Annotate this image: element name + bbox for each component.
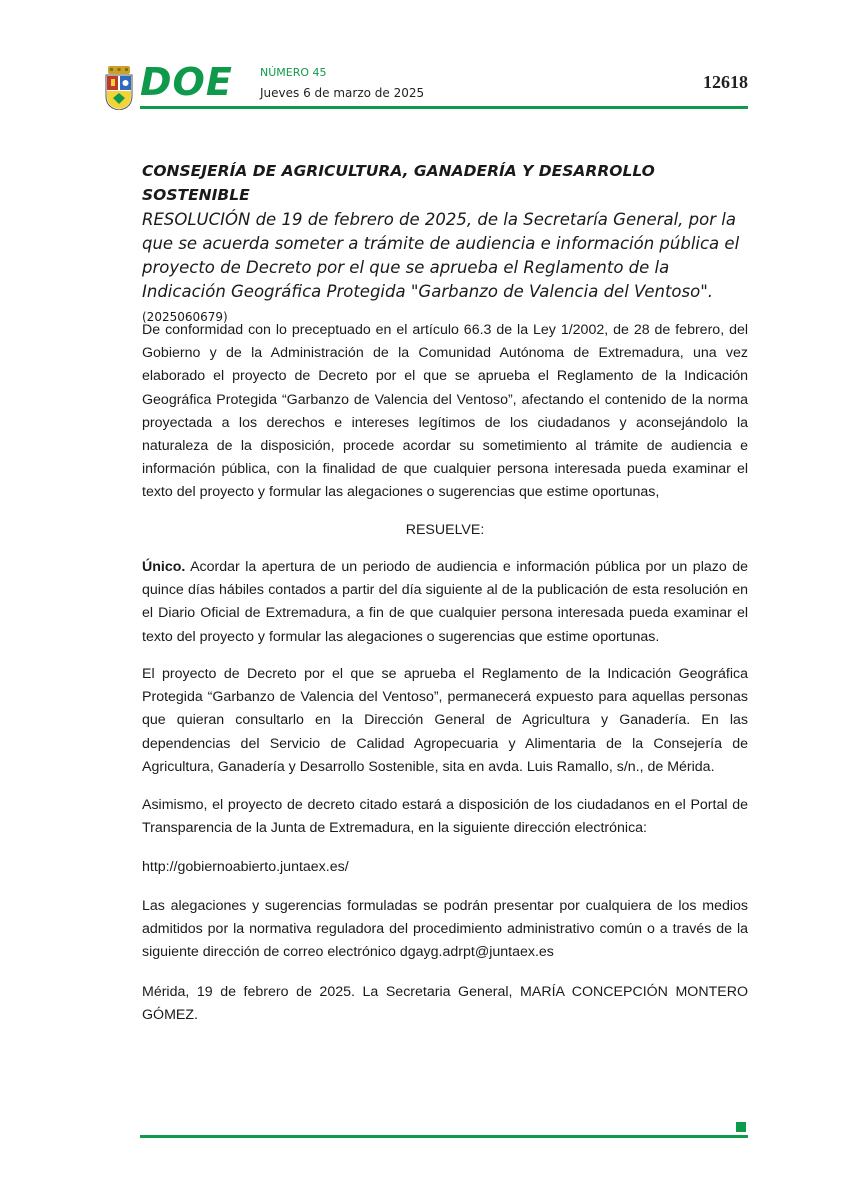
resolution-title-text: RESOLUCIÓN de 19 de febrero de 2025, de la Secretaría General, por la que se acuerda someter a trámite de audiencia e información pública el proyecto de Decreto por el que se aprueba el Reglamento de la Indicación Geográfica Protegida "Garbanzo de Valencia del Ventoso". xyxy=(142,210,740,301)
unico-paragraph xyxy=(142,556,748,649)
unico-label: Único. xyxy=(142,559,186,575)
signature-line: Mérida, 19 de febrero de 2025. La Secretaria General, MARÍA CONCEPCIÓN MONTERO GÓMEZ. xyxy=(142,984,748,1024)
intro-paragraph: De conformidad con lo preceptuado en el artículo 66.3 de la Ley 1/2002, de 28 de febrero, del Gobierno y de la Administración de la Comunidad Autónoma de Extremadura, una vez elaborado el proyecto de Decreto por el que se aprueba el Reglamento de la Indicación Geográfica Protegida “Garbanzo de Valencia del Ventoso”, afectando el contenido de la norma proyectada a los derechos e intereses legítimos de los ciudadanos y aconsejándolo la naturaleza de la disposición, procede acordar su sometimiento al trámite de audiencia e información pública, con la finalidad de que cualquier persona interesada pueda examinar el texto del proyecto y formular las alegaciones o sugerencias que estime oportunas, xyxy=(142,322,748,501)
page-header xyxy=(104,62,748,112)
portal-paragraph: Asimismo, el proyecto de decreto citado estará a disposición de los ciudadanos en el Portal de Transparencia de la Junta de Extremadura, en la siguiente dirección electrónica: xyxy=(142,797,748,837)
section-title: CONSEJERÍA DE AGRICULTURA, GANADERÍA Y DESARROLLO SOSTENIBLE xyxy=(142,162,655,204)
doe-logo: DOE xyxy=(140,60,233,104)
footer-square-mark xyxy=(736,1122,746,1132)
header-rule xyxy=(140,106,748,109)
issue-number: NÚMERO 45 xyxy=(260,66,327,79)
extremadura-coat-of-arms-icon xyxy=(104,66,134,110)
resolution-title xyxy=(142,208,748,329)
footer-rule xyxy=(140,1135,748,1138)
portal-url[interactable]: http://gobiernoabierto.juntaex.es/ xyxy=(142,859,349,875)
resolution-code: (2025060679) xyxy=(142,310,228,324)
resuelve-heading: RESUELVE: xyxy=(405,522,485,538)
page-number: 12618 xyxy=(703,72,748,92)
exposure-paragraph: El proyecto de Decreto por el que se aprueba el Reglamento de la Indicación Geográfica Protegida “Garbanzo de Valencia del Ventoso”, permanecerá expuesto para aquellas personas que quieran consultarlo en la Dirección General de Agricultura y Ganadería. En las dependencias del Servicio de Calidad Agropecuaria y Alimentaria de la Consejería de Agricultura, Ganadería y Desarrollo Sostenible, sita en avda. Luis Ramallo, s/n., de Mérida. xyxy=(142,666,748,775)
publication-date: Jueves 6 de marzo de 2025 xyxy=(260,86,425,100)
unico-text: Acordar la apertura de un periodo de audiencia e información pública por un plazo de quince días hábiles contados a partir del día siguiente al de la publicación de esta resolución en el Diario Oficial de Extremadura, a fin de que cualquier persona interesada pueda examinar el texto del proyecto y formular las alegaciones o sugerencias que estime oportunas. xyxy=(142,559,748,645)
allegations-paragraph: Las alegaciones y sugerencias formuladas se podrán presentar por cualquiera de los medios admitidos por la normativa reguladora del procedimiento administrativo común o a través de la siguiente dirección de correo electrónico dgayg.adrpt@juntaex.es xyxy=(142,898,748,961)
